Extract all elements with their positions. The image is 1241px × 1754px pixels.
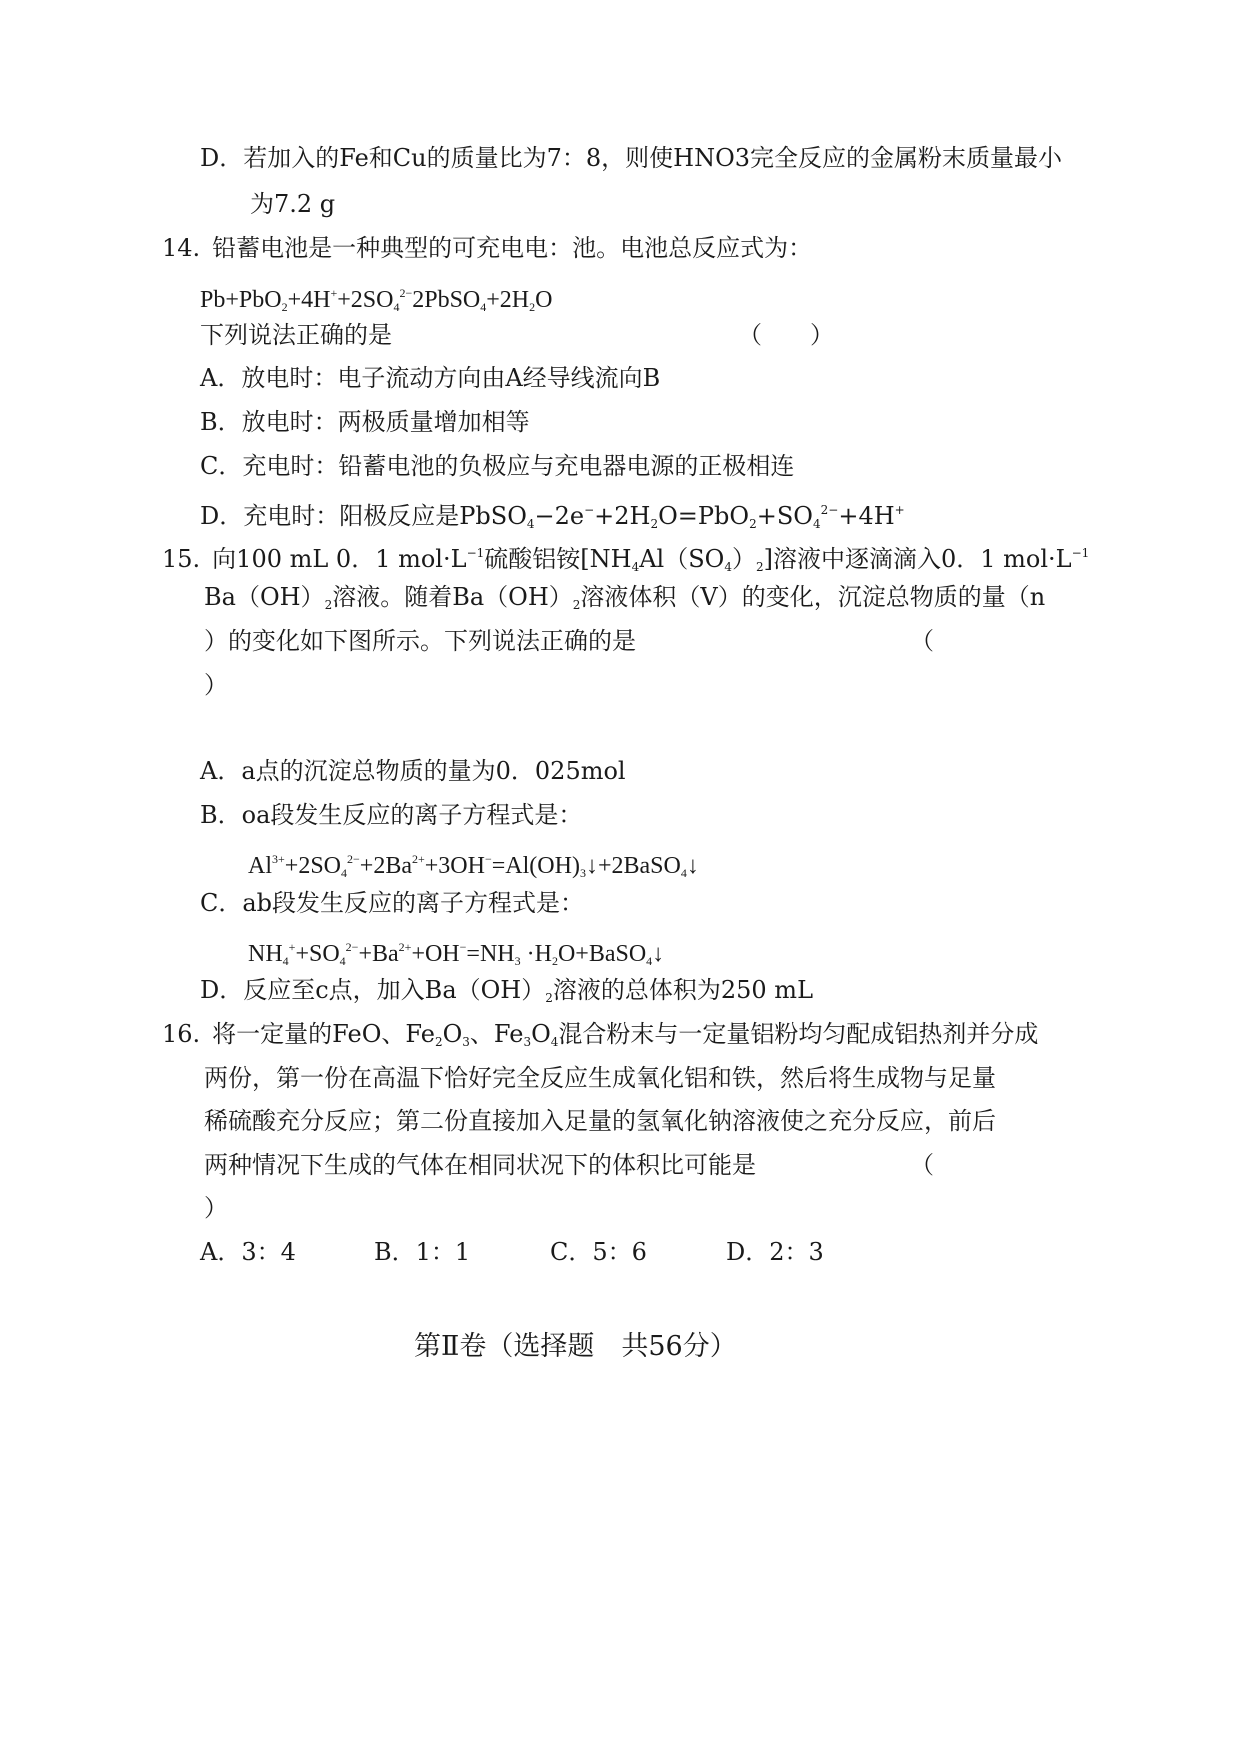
q15-option-b-equation: $Al^{3+}+2SO_4^{2-}+2Ba^{2+}+3OH^-=Al(OH)_3↓+2BaSO_4↓$: [248, 852, 699, 880]
q16-number: 16.: [162, 1020, 201, 1048]
q13-option-d: D．若加入的Fe和Cu的质量比为7：8，则使HNO3完全反应的金属粉末质量最小: [200, 144, 1063, 172]
q14-option-b: B．放电时：两极质量增加相等: [200, 408, 530, 436]
q16-option-c: C．5：6: [550, 1238, 647, 1266]
q13-option-d-cont: 为7.2 g: [250, 190, 336, 218]
q16-option-d: D．2：3: [726, 1238, 824, 1266]
q14-stem-text: 铅蓄电池是一种典型的可充电电：池。电池总反应式为：: [212, 234, 813, 262]
q15-option-c: C．ab段发生反应的离子方程式是：: [200, 889, 585, 917]
q15-option-c-equation: $NH_4^++SO_4^{2-}+Ba^{2+}+OH^-=NH_3$ $\cdot H_2O+BaSO_4↓$: [248, 940, 665, 968]
q14-option-a: A．放电时：电子流动方向由A经导线流向B: [200, 364, 661, 392]
q16-stem-line4: 两种情况下生成的气体在相同状况下的体积比可能是: [204, 1151, 756, 1179]
q14-number: 14.: [162, 234, 201, 262]
section-heading: 第Ⅱ卷（选择题 共56分）: [414, 1331, 737, 1362]
q14-stem: [162, 233, 812, 263]
q16-stem-line3: 稀硫酸充分反应；第二份直接加入足量的氢氧化钠溶液使之充分反应，前后: [204, 1107, 996, 1135]
q15-option-b: B．oa段发生反应的离子方程式是：: [200, 801, 583, 829]
q15-option-d: D．反应至c点，加入$Ba(OH)_2$溶液的总体积为250 mL: [200, 976, 814, 1005]
q14-option-c: C．充电时：铅蓄电池的负极应与充电器电源的正极相连: [200, 452, 795, 480]
q14-prompt: 下列说法正确的是: [200, 321, 392, 349]
q15-stem-line3: ）的变化如下图所示。下列说法正确的是: [204, 627, 636, 655]
q15-stem-line2: $Ba(OH)_2$溶液。随着$Ba(OH)_2$溶液体积（V）的变化，沉淀总物质的量（n: [204, 583, 1046, 612]
q16-answer-paren-open: （: [910, 1151, 934, 1179]
q16-stem-line1: 16. 将一定量的FeO、$Fe_2O_3$、$Fe_3O_4$混合粉末与一定量铝粉均匀配成铝热剂并分成: [162, 1020, 1039, 1049]
q15-answer-paren-open: （: [910, 627, 934, 655]
q15-stem-line1: 15. 向100 mL 0．1 $mol\cdot L^{-1}$硫酸铝铵$[NH_4Al(SO_4)_2]$溶液中逐滴滴入0．1 $mol\cdot L^{-1}$: [162, 545, 1090, 574]
q14-equation: $Pb+PbO_2+4H^++2SO_4^{2-}2PbSO_4+2H_2O$: [200, 286, 553, 314]
q15-answer-paren-close: ）: [204, 671, 228, 699]
q15-option-a: A．a点的沉淀总物质的量为0．025mol: [200, 757, 626, 785]
q14-answer-paren: （ ）: [738, 321, 834, 349]
q16-option-b: B．1：1: [374, 1238, 471, 1266]
q16-answer-paren-close: ）: [204, 1194, 228, 1222]
q15-number: 15.: [162, 545, 201, 573]
q16-option-a: A．3：4: [200, 1238, 296, 1266]
q16-stem-line2: 两份，第一份在高温下恰好完全反应生成氧化铝和铁，然后将生成物与足量: [204, 1064, 996, 1092]
q14-option-d: D．充电时：阳极反应是$PbSO_4-2e^-+2H_2O=PbO_2+SO_4^{2-}+4H^+$: [200, 502, 905, 531]
